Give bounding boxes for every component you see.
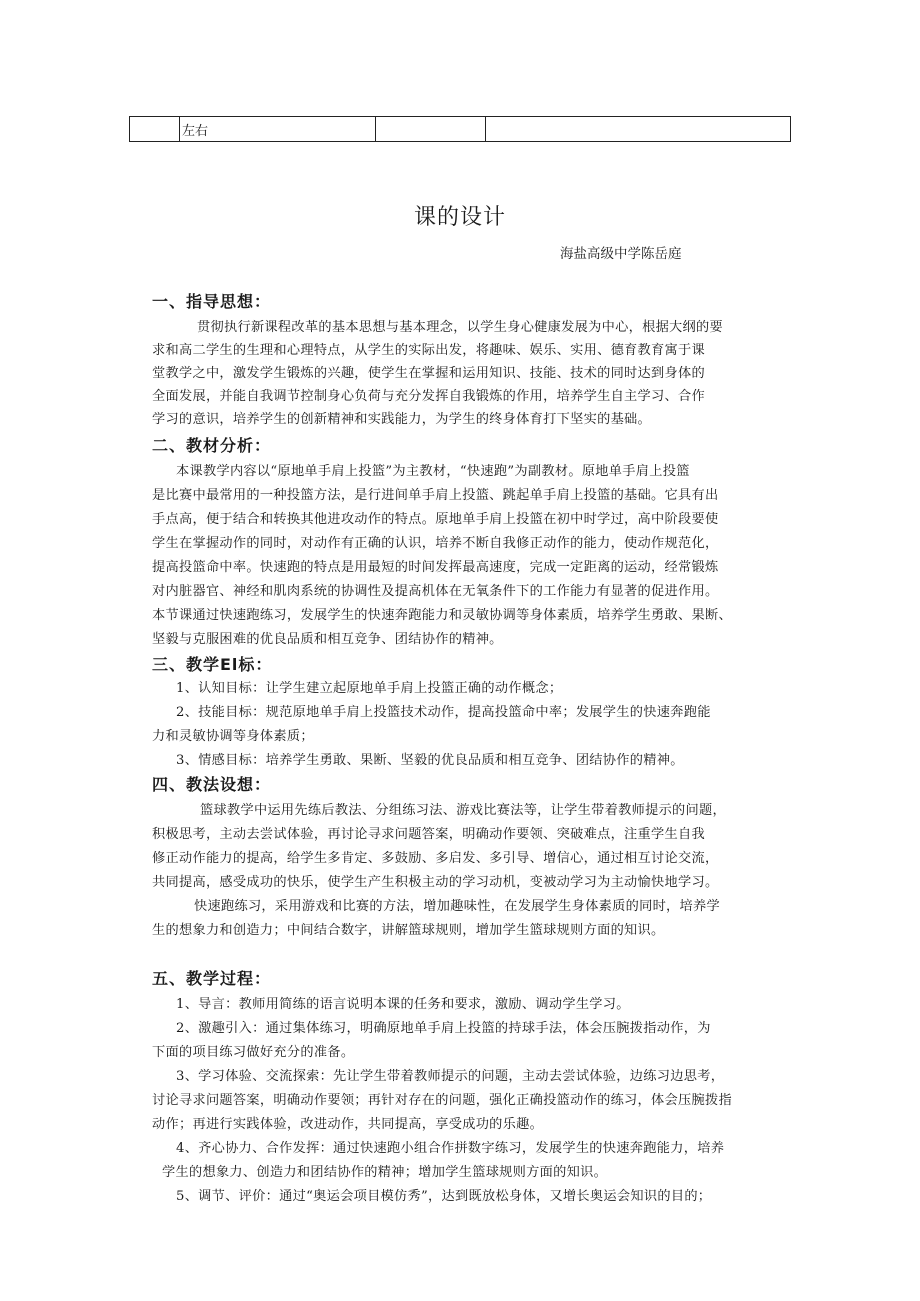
paragraph-line: 共同提高，感受成功的快乐，使学生产生积极主动的学习动机，变被动学习为主动愉快地学习。 [152, 875, 719, 890]
paragraph-line: 1、导言：教师用简练的语言说明本课的任务和要求，激励、调动学生学习。 [176, 997, 630, 1012]
paragraph-line: 修正动作能力的提高，给学生多肯定、多鼓励、多启发、多引导、增信心，通过相互讨论交流， [152, 851, 719, 866]
paragraph-line: 学习的意识，培养学生的创新精神和实践能力，为学生的终身体育打下坚实的基础。 [152, 412, 652, 427]
paragraph-line: 快速跑练习，采用游戏和比赛的方法，增加趣味性，在发展学生身体素质的同时，培养学 [194, 899, 721, 914]
paragraph-line: 学生在掌握动作的同时，对动作有正确的认识，培养不断自我修正动作的能力，使动作规范化， [152, 536, 719, 551]
author-line: 海盐高级中学陈岳庭 [560, 246, 682, 262]
top-table [129, 116, 791, 142]
paragraph-line: 2、技能目标：规范原地单手肩上投篮技术动作，提高投篮命中率；发展学生的快速奔跑能 [176, 705, 711, 720]
paragraph-line: 提高投篮命中率。快速跑的特点是用最短的时间发挥最高速度，完成一定距离的运动，经常锻炼 [152, 560, 719, 575]
paragraph-line: 2、激趣引入：通过集体练习，明确原地单手肩上投篮的持球手法，体会压腕拨指动作，为 [176, 1021, 711, 1036]
page-title: 课的设计 [413, 205, 506, 230]
paragraph-line: 本节课通过快速跑练习，发展学生的快速奔跑能力和灵敏协调等身体素质，培养学生勇敢、果断、 [152, 608, 732, 623]
paragraph-line: 力和灵敏协调等身体素质； [152, 729, 314, 744]
paragraph-line: 3、学习体验、交流探索：先让学生带着教师提示的问题，主动去尝试体验，边练习边思考， [176, 1069, 725, 1084]
paragraph-line: 堂教学之中，激发学生锻炼的兴趣，使学生在掌握和运用知识、技能、技术的同时达到身体的 [152, 366, 705, 381]
paragraph-line: 3、情感目标：培养学生勇敢、果断、坚毅的优良品质和相互竞争、团结协作的精神。 [176, 753, 684, 768]
table-row [130, 117, 791, 142]
paragraph-line: 讨论寻求问题答案，明确动作要领；再针对存在的问题，强化正确投篮动作的练习，体会压腕拨指 [152, 1093, 732, 1108]
paragraph-line: 本课教学内容以“原地单手肩上投篮”为主教材，“快速跑”为副教材。原地单手肩上投篮 [176, 464, 690, 479]
paragraph-line: 坚毅与克服困难的优良品质和相互竞争、团结协作的精神。 [152, 632, 503, 647]
section-heading-teaching-method: 四、教法设想： [152, 775, 272, 794]
section-heading-teaching-goals: 三、教学El标： [152, 655, 273, 674]
paragraph-line: 5、调节、评价：通过“奥运会项目模仿秀”，达到既放松身体，又增长奥运会知识的目的； [176, 1189, 712, 1204]
table-cell [486, 117, 791, 142]
paragraph-line: 学生的想象力、创造力和团结协作的精神；增加学生篮球规则方面的知识。 [162, 1165, 608, 1180]
section-heading-teaching-process: 五、教学过程： [152, 969, 272, 988]
paragraph-line: 求和高二学生的生理和心理特点，从学生的实际出发，将趣味、娱乐、实用、德育教育寓于课 [152, 343, 705, 358]
paragraph-line: 篮球教学中运用先练后教法、分组练习法、游戏比赛法等，让学生带着教师提示的问题， [200, 803, 727, 818]
paragraph-line: 积极思考，主动去尝试体验，再讨论寻求问题答案，明确动作要领、突破难点，注重学生自我 [152, 827, 705, 842]
paragraph-line: 贯彻执行新课程改革的基本思想与基本理念，以学生身心健康发展为中心，根据大纲的要 [197, 320, 724, 335]
table-cell: 左右 [180, 117, 376, 142]
table-cell [376, 117, 486, 142]
table-cell [130, 117, 180, 142]
section-heading-material-analysis: 二、教材分析： [152, 436, 272, 455]
paragraph-line: 动作；再进行实践体验，改进动作，共同提高，享受成功的乐趣。 [152, 1117, 544, 1132]
paragraph-line: 手点高，便于结合和转换其他进攻动作的特点。原地单手肩上投篮在初中时学过，高中阶段要使 [152, 512, 719, 527]
paragraph-line: 1、认知目标：让学生建立起原地单手肩上投篮正确的动作概念； [176, 681, 563, 696]
paragraph-line: 对内脏器官、神经和肌肉系统的协调性及提高机体在无氧条件下的工作能力有显著的促进作用。 [152, 584, 719, 599]
paragraph-line: 4、齐心协力、合作发挥：通过快速跑小组合作拼数字练习，发展学生的快速奔跑能力，培养 [176, 1141, 725, 1156]
paragraph-line: 生的想象力和创造力；中间结合数字，讲解篮球规则，增加学生篮球规则方面的知识。 [152, 923, 665, 938]
section-heading-guiding-thought: 一、指导思想： [152, 292, 272, 311]
paragraph-line: 下面的项目练习做好充分的准备。 [152, 1045, 355, 1060]
paragraph-line: 全面发展，并能自我调节控制身心负荷与充分发挥自我锻炼的作用，培养学生自主学习、合作 [152, 389, 705, 404]
paragraph-line: 是比赛中最常用的一种投篮方法，是行进间单手肩上投篮、跳起单手肩上投篮的基础。它具有出 [152, 488, 719, 503]
